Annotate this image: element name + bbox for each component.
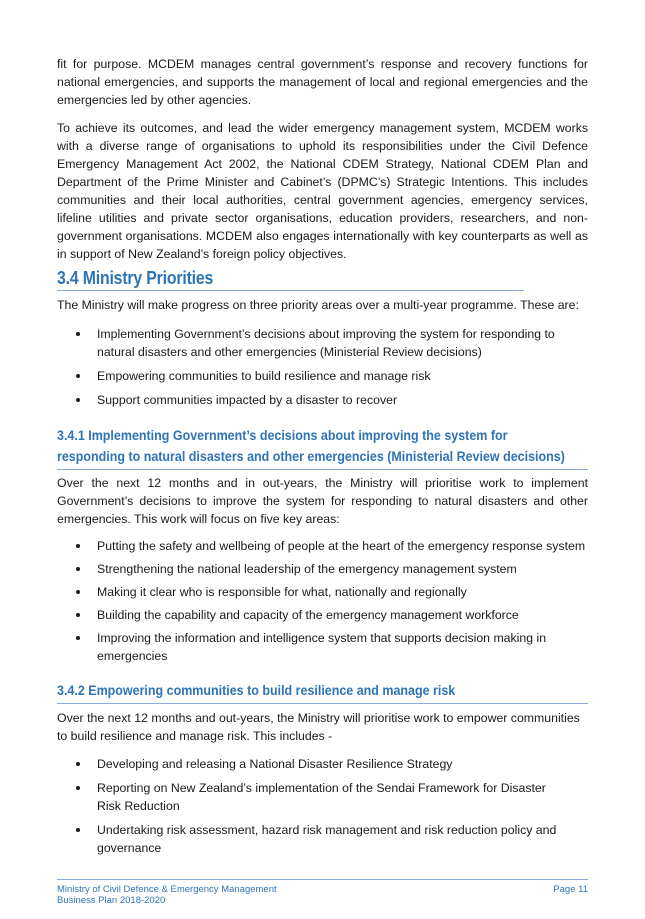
priority-list [57, 325, 588, 409]
bullet-icon [76, 544, 80, 548]
list-item: Support communities impacted by a disaster to recover [57, 391, 588, 409]
subsection-intro: Over the next 12 months and out-years, the Ministry will prioritise work to empower communities to build resilience and manage risk. This includes - [57, 711, 580, 743]
bullet-icon [76, 398, 80, 402]
bullet-icon [76, 590, 80, 594]
resilience-list [57, 755, 557, 857]
paragraph-mcdem-role: fit for purpose. MCDEM manages central government’s response and recovery functions for national emergencies, and supports the management of local and regional emergencies and the emergencies led by other agencies. [57, 57, 588, 107]
page-number: Page 11 [553, 884, 588, 895]
bullet-icon [76, 374, 80, 378]
list-item: Putting the safety and wellbeing of people at the heart of the emergency response system [57, 537, 588, 555]
bullet-icon [76, 828, 80, 832]
footer-organisation: Ministry of Civil Defence & Emergency Management [57, 884, 277, 895]
list-item: Reporting on New Zealand’s implementation of the Sendai Framework for Disaster Risk Reduction [57, 779, 557, 815]
subsection-intro: Over the next 12 months and in out-years, the Ministry will prioritise work to implement Government’s decisions to improve the system for responding to natural disasters and other emergencies. This work will focus on five key areas: [57, 476, 588, 526]
bullet-icon [76, 332, 80, 336]
key-areas-list [57, 537, 588, 665]
subsection-heading-ministerial-review: 3.4.1 Implementing Government’s decisions about improving the system for responding to natural disasters and other emergencies (Ministerial Review decisions) [57, 426, 588, 470]
bullet-icon [76, 636, 80, 640]
page-footer [57, 879, 588, 906]
list-item: Undertaking risk assessment, hazard risk management and risk reduction policy and governance [57, 821, 557, 857]
footer-document-title: Business Plan 2018-2020 [57, 895, 166, 906]
list-item: Strengthening the national leadership of the emergency management system [57, 560, 588, 578]
bullet-icon [76, 567, 80, 571]
list-item: Empowering communities to build resilience and manage risk [57, 367, 588, 385]
bullet-icon [76, 786, 80, 790]
subsection-heading-empowering-communities: 3.4.2 Empowering communities to build resilience and manage risk [57, 681, 588, 704]
list-item: Developing and releasing a National Disaster Resilience Strategy [57, 755, 557, 773]
list-item: Improving the information and intelligence system that supports decision making in emergencies [57, 629, 588, 665]
list-item: Building the capability and capacity of the emergency management workforce [57, 606, 588, 624]
paragraph-mcdem-outcomes: To achieve its outcomes, and lead the wider emergency management system, MCDEM works with a diverse range of organisations to uphold its responsibilities under the Civil Defence Emergency Management Act 2002, the National CDEM Strategy, National CDEM Plan and Department of the Prime Minister and Cabinet’s (DPMC’s) Strategic Intentions. This includes communities and their local authorities, central government agencies, emergency services, lifeline utilities and private sector organisations, education providers, researchers, and non-government organisations. MCDEM also engages internationally with key counterparts as well as in support of New Zealand’s foreign policy objectives. [57, 121, 588, 261]
bullet-icon [76, 613, 80, 617]
list-item: Making it clear who is responsible for what, nationally and regionally [57, 583, 588, 601]
bullet-icon [76, 762, 80, 766]
section-heading-ministry-priorities: 3.4 Ministry Priorities [57, 266, 524, 291]
list-item: Implementing Government’s decisions about improving the system for responding to natural disasters and other emergencies (Ministerial Review decisions) [57, 325, 588, 361]
section-intro: The Ministry will make progress on three priority areas over a multi-year programme. These are: [57, 298, 579, 312]
